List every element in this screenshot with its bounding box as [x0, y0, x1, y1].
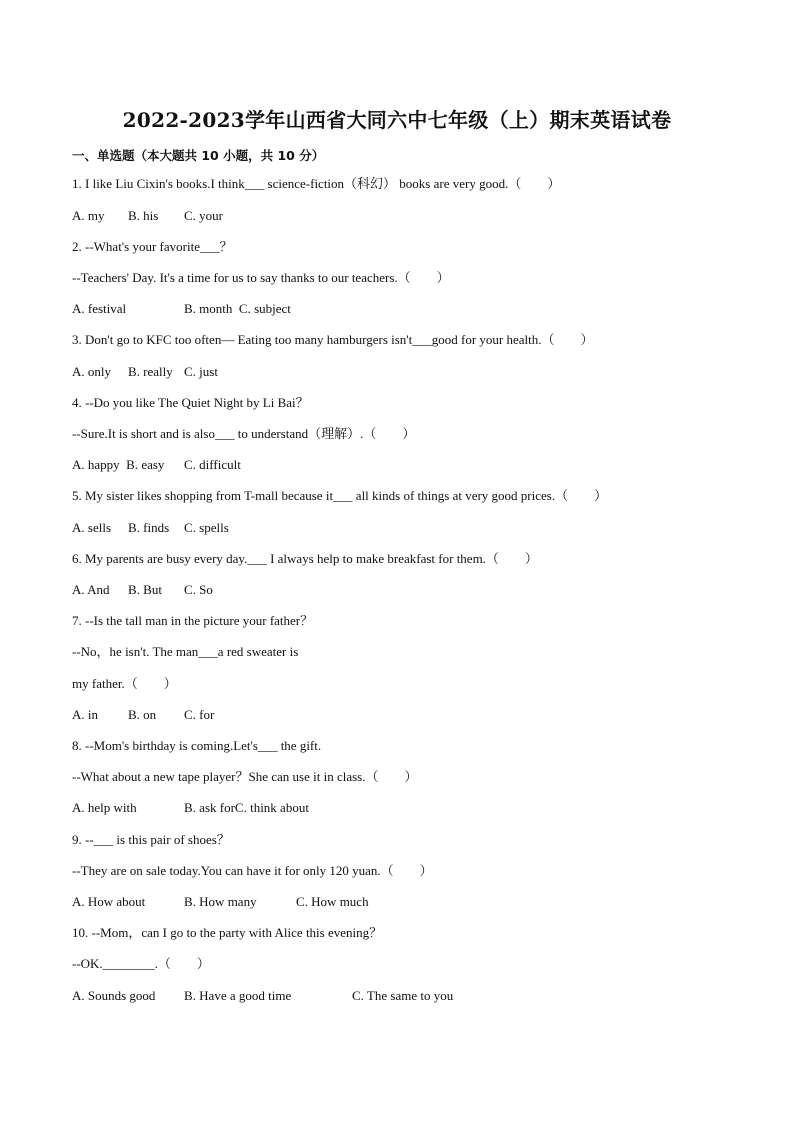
- question-2-text: 2. --What's your favorite___？: [72, 239, 233, 254]
- question-8-option-a: A. help with: [72, 800, 137, 815]
- question-3-option-b: B. really: [128, 364, 173, 379]
- question-8-text-line-2: --What about a new tape player？She can use it in class.（ ）: [72, 769, 418, 784]
- section-heading: 一、单选题（本大题共 10 小题，共 10 分）: [72, 148, 325, 163]
- question-8-option-bc: B. ask forC. think about: [184, 800, 309, 815]
- question-7-option-b: B. on: [128, 707, 157, 722]
- question-1-option-b: B. his: [128, 208, 159, 223]
- question-6-option-a: A. And: [72, 582, 110, 597]
- question-1-option-a: A. my: [72, 208, 105, 223]
- question-9-text-line-2: --They are on sale today.You can have it for only 120 yuan.（ ）: [72, 863, 433, 878]
- question-7-option-c: C. for: [184, 707, 215, 722]
- question-1-text: 1. I like Liu Cixin's books.I think___ science-fiction（科幻） books are very good.（ ）: [72, 176, 561, 191]
- question-7-text-line-2: --No，he isn't. The man___a red sweater is: [72, 644, 299, 659]
- question-1-option-c: C. your: [184, 208, 223, 223]
- question-4-text: 4. --Do you like The Quiet Night by Li Bai？: [72, 395, 309, 410]
- question-10-option-c: C. The same to you: [352, 988, 454, 1003]
- question-8-text: 8. --Mom's birthday is coming.Let's___ the gift.: [72, 738, 322, 753]
- question-4-text-line-2: --Sure.It is short and is also___ to understand（理解）.（ ）: [72, 426, 416, 441]
- question-9-option-c: C. How much: [296, 894, 369, 909]
- question-7-option-a: A. in: [72, 707, 98, 722]
- question-7-text-line-3: my father.（ ）: [72, 676, 177, 691]
- question-2-option-bc: B. month C. subject: [184, 301, 291, 316]
- question-2-option-a: A. festival: [72, 301, 127, 316]
- question-3-option-a: A. only: [72, 364, 111, 379]
- question-5-option-b: B. finds: [128, 520, 170, 535]
- question-5-option-c: C. spells: [184, 520, 229, 535]
- question-2-text-line-2: --Teachers' Day. It's a time for us to say thanks to our teachers.（ ）: [72, 270, 450, 285]
- question-4-option-c: C. difficult: [184, 457, 241, 472]
- question-5-text: 5. My sister likes shopping from T-mall because it___ all kinds of things at very good prices.（ ）: [72, 488, 608, 503]
- question-10-option-a: A. Sounds good: [72, 988, 156, 1003]
- question-6-option-c: C. So: [184, 582, 213, 597]
- question-9-text: 9. --___ is this pair of shoes？: [72, 832, 230, 847]
- question-9-option-a: A. How about: [72, 894, 146, 909]
- question-10-option-b: B. Have a good time: [184, 988, 292, 1003]
- question-3-text: 3. Don't go to KFC too often— Eating too many hamburgers isn't___good for your health.（ ）: [72, 332, 594, 347]
- question-9-option-b: B. How many: [184, 894, 257, 909]
- question-6-option-b: B. But: [128, 582, 162, 597]
- question-6-text: 6. My parents are busy every day.___ I always help to make breakfast for them.（ ）: [72, 551, 538, 566]
- exam-title: 2022-2023学年山西省大同六中七年级（上）期末英语试卷: [122, 108, 672, 132]
- question-4-option-ab: A. happy B. easy: [72, 457, 165, 472]
- question-3-option-c: C. just: [184, 364, 218, 379]
- question-7-text: 7. --Is the tall man in the picture your father？: [72, 613, 314, 628]
- question-10-text-line-2: --OK.________.（ ）: [72, 956, 210, 971]
- question-10-text: 10. --Mom，can I go to the party with Alice this evening？: [72, 925, 383, 940]
- question-5-option-a: A. sells: [72, 520, 111, 535]
